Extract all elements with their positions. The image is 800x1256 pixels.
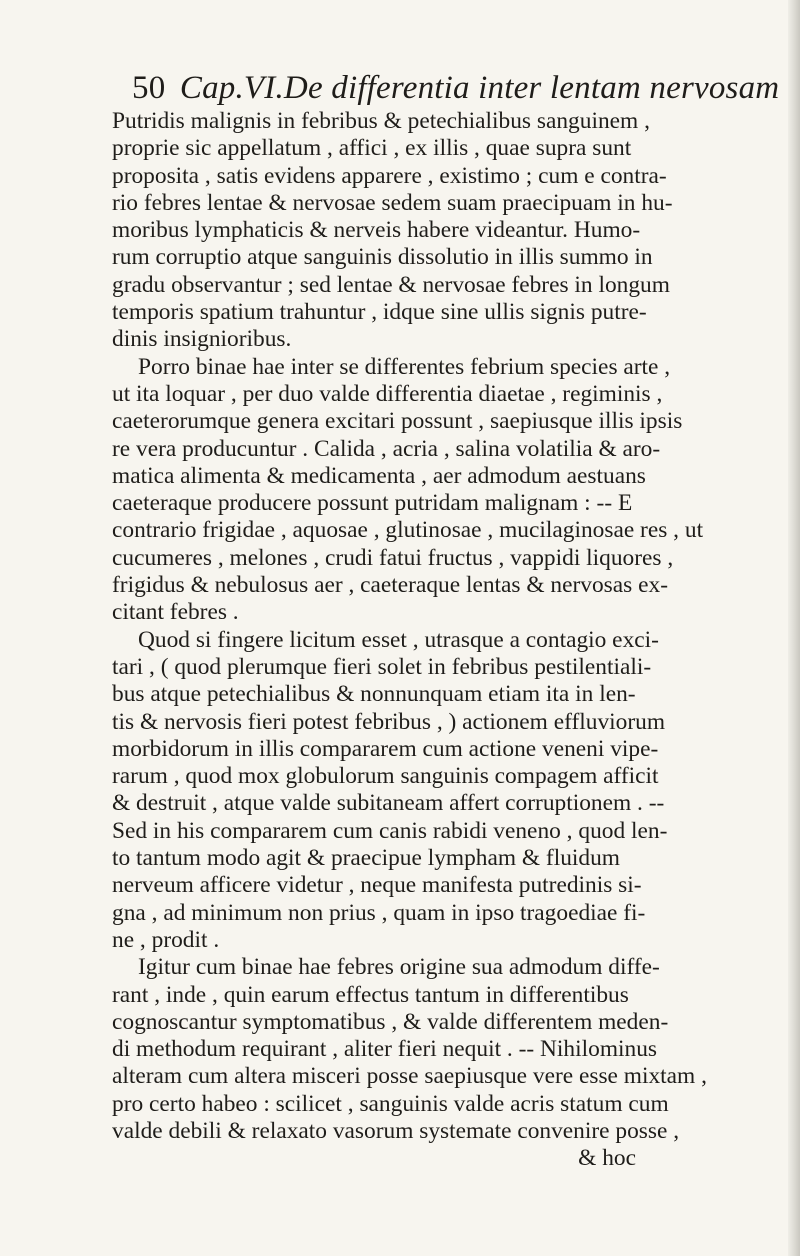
running-header — [132, 70, 780, 107]
page-number: 50 — [132, 70, 166, 106]
text-line: nerveum afficere videtur , neque manifesta putredinis si- — [112, 872, 642, 899]
text-line: valde debili & relaxato vasorum systemate convenire posse , — [112, 1117, 680, 1144]
text-line: dinis insignioribus. — [112, 326, 292, 353]
text-line: ut ita loquar , per duo valde differentia diaetae , regiminis , — [112, 380, 663, 407]
text-line: moribus lymphaticis & nerveis habere videantur. Humo- — [112, 217, 641, 244]
text-line: Porro binae hae inter se differentes febrium species arte , — [138, 353, 671, 380]
text-line: rio febres lentae & nervosae sedem suam praecipuam in hu- — [112, 189, 673, 216]
catchword: & hoc — [578, 1145, 636, 1172]
text-line: frigidus & nebulosus aer , caeteraque lentas & nervosas ex- — [112, 572, 668, 599]
paragraph-2 — [112, 354, 778, 627]
text-line: cucumeres , melones , crudi fatui fructus , vappidi liquores , — [112, 544, 674, 571]
text-line: caeteraque producere possunt putridam malignam : -- E — [112, 490, 633, 517]
text-line: matica alimenta & medicamenta , aer admodum aestuans — [112, 462, 646, 489]
text-line: re vera producuntur . Calida , acria , salina volatilia & aro- — [112, 435, 661, 462]
text-line: ne , prodit . — [112, 926, 220, 953]
text-line: gradu observantur ; sed lentae & nervosae febres in longum — [112, 271, 670, 298]
running-title: Cap.VI.De differentia inter lentam nervosam — [179, 70, 780, 106]
text-line: gna , ad minimum non prius , quam in ipso tragoediae fi- — [112, 899, 646, 926]
text-line: pro certo habeo : scilicet , sanguinis valde acris statum cum — [112, 1090, 669, 1117]
paragraph-4 — [112, 954, 778, 1145]
text-line: rant , inde , quin earum effectus tantum in differentibus — [112, 981, 629, 1008]
text-line: tari , ( quod plerumque fieri solet in febribus pestilentiali- — [112, 653, 652, 680]
text-line: rum corruptio atque sanguinis dissolutio in illis summo in — [112, 244, 653, 271]
paragraph-1 — [112, 108, 778, 354]
text-line: Putridis malignis in febribus & petechialibus sanguinem , — [112, 108, 650, 134]
text-line: Quod si fingere licitum esset , utrasque a contagio exci- — [138, 626, 659, 653]
text-line: citant febres . — [112, 599, 239, 626]
text-line: Sed in his compararem cum canis rabidi veneno , quod len- — [112, 817, 668, 844]
text-line: caeterorumque genera excitari possunt , saepiusque illis ipsis — [112, 408, 683, 435]
text-line: bus atque petechialibus & nonnunquam etiam ita in len- — [112, 681, 636, 708]
text-line: alteram cum altera misceri posse saepiusque vere esse mixtam , — [112, 1063, 707, 1090]
text-line: proprie sic appellatum , affici , ex illis , quae supra sunt — [112, 135, 632, 162]
text-line: temporis spatium trahuntur , idque sine ullis signis putre- — [112, 299, 647, 326]
text-line: contrario frigidae , aquosae , glutinosae , mucilaginosae res , ut — [112, 517, 704, 544]
text-line: Igitur cum binae hae febres origine sua admodum diffe- — [138, 954, 660, 981]
text-line: morbidorum in illis compararem cum actione veneni vipe- — [112, 735, 659, 762]
page-edge — [788, 0, 800, 1256]
text-line: tis & nervosis fieri potest febribus , ) actionem effluviorum — [112, 708, 666, 735]
text-line: rarum , quod mox globulorum sanguinis compagem afficit — [112, 763, 659, 790]
text-line: & destruit , atque valde subitaneam affert corruptionem . -- — [112, 790, 665, 817]
text-line: proposita , satis evidens apparere , existimo ; cum e contra- — [112, 162, 667, 189]
text-line: to tantum modo agit & praecipue lympham & fluidum — [112, 845, 621, 872]
body-text — [112, 108, 778, 1173]
paragraph-3 — [112, 627, 778, 955]
text-line: di methodum requirant , aliter fieri nequit . -- Nihilominus — [112, 1036, 658, 1063]
text-line: cognoscantur symptomatibus , & valde differentem meden- — [112, 1008, 669, 1035]
